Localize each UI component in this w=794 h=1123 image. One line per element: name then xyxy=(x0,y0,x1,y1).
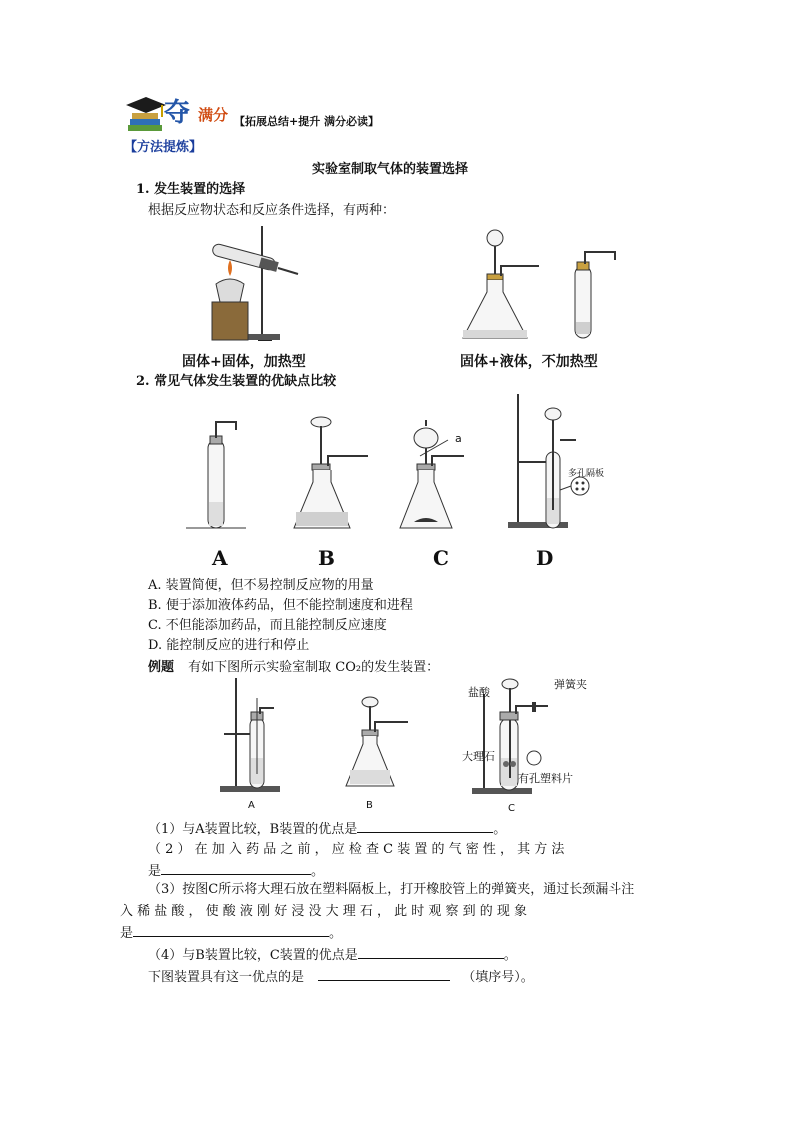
question-3-line1: （3）按图C所示将大理石放在塑料隔板上，打开橡胶管上的弹簧夹，通过长颈漏斗注 xyxy=(148,882,635,897)
example-label-c: C xyxy=(508,803,515,814)
q2-end: 。 xyxy=(311,864,325,879)
question-2-line1: （ 2 ） 在 加 入 药 品 之 前 ， 应 检 查 C 装 置 的 气 密 性 ， 其 方 法 xyxy=(148,842,565,857)
q4-text: （4）与B装置比较，C装置的优点是 xyxy=(148,948,358,963)
section-tag: 【方法提炼】 xyxy=(124,140,203,155)
q5-answer-blank[interactable] xyxy=(318,966,450,981)
part2-heading: 2. 常见气体发生装置的优缺点比较 xyxy=(136,374,337,389)
marble-label: 大理石 xyxy=(462,750,495,763)
part1-intro: 根据反应物状态和反应条件选择，有两种： xyxy=(148,203,396,218)
logo-char: 夺 xyxy=(164,98,191,128)
logo-word: 满分 xyxy=(198,106,229,124)
example-label-b: B xyxy=(366,800,373,811)
q2-answer-blank[interactable] xyxy=(161,860,311,875)
q1-text: （1）与A装置比较，B装置的优点是 xyxy=(148,822,358,837)
question-2-line2 xyxy=(148,860,324,882)
q4-end: 。 xyxy=(503,948,517,963)
flask-and-tube-diagram xyxy=(455,226,645,346)
question-4 xyxy=(148,944,517,966)
q5-suffix: （填序号）。 xyxy=(462,970,534,985)
porous-plate-label: 多孔隔板 xyxy=(568,469,605,479)
caption-solid-solid: 固体+固体，加热型 xyxy=(182,354,306,370)
heating-apparatus-diagram xyxy=(200,222,310,342)
hcl-label: 盐酸 xyxy=(468,686,490,699)
apparatus-label-a: A xyxy=(212,546,228,570)
q4-answer-blank[interactable] xyxy=(358,944,504,959)
part1-heading: 1. 发生装置的选择 xyxy=(136,182,246,197)
q3-text: 是 xyxy=(120,926,134,941)
q2-text: 是 xyxy=(148,864,162,879)
example-text: 有如下图所示实验室制取 CO₂的发生装置： xyxy=(188,660,440,675)
question-3-line2: 入 稀 盐 酸 ， 使 酸 液 刚 好 浸 没 大 理 石 ， 此 时 观 察 到 的 现 象 xyxy=(120,904,528,919)
q1-answer-blank[interactable] xyxy=(357,818,493,833)
caption-solid-liquid: 固体+液体，不加热型 xyxy=(460,354,598,370)
question-1 xyxy=(148,818,506,840)
question-5 xyxy=(148,966,534,988)
apparatus-comparison-diagram xyxy=(186,390,606,540)
clip-label: 弹簧夹 xyxy=(554,678,587,691)
logo xyxy=(124,97,424,133)
example-label-a: A xyxy=(248,800,255,811)
q1-end: 。 xyxy=(493,822,507,837)
plastic-plate-label: 有孔塑料片 xyxy=(518,772,573,785)
option-a: A. 装置简便，但不易控制反应物的用量 xyxy=(148,578,374,593)
apparatus-label-b: B xyxy=(318,546,335,570)
q3-end: 。 xyxy=(329,926,343,941)
example-tag: 例题 xyxy=(148,660,175,675)
example-line xyxy=(148,658,439,678)
apparatus-label-d: D xyxy=(536,546,554,570)
page-title: 实验室制取气体的装置选择 xyxy=(312,162,469,177)
example-apparatus-diagram xyxy=(214,678,574,808)
question-3-line3 xyxy=(120,922,342,944)
q3-answer-blank[interactable] xyxy=(133,922,329,937)
option-d: D. 能控制反应的进行和停止 xyxy=(148,638,310,653)
option-c: C. 不但能添加药品，而且能控制反应速度 xyxy=(148,618,387,633)
apparatus-label-c: C xyxy=(433,546,449,570)
port-a-label: a xyxy=(455,432,462,445)
option-b: B. 便于添加液体药品，但不能控制速度和进程 xyxy=(148,598,413,613)
q5-text: 下图装置具有这一优点的是 xyxy=(148,970,305,985)
header-tag: 【拓展总结+提升 满分必读】 xyxy=(234,115,380,128)
